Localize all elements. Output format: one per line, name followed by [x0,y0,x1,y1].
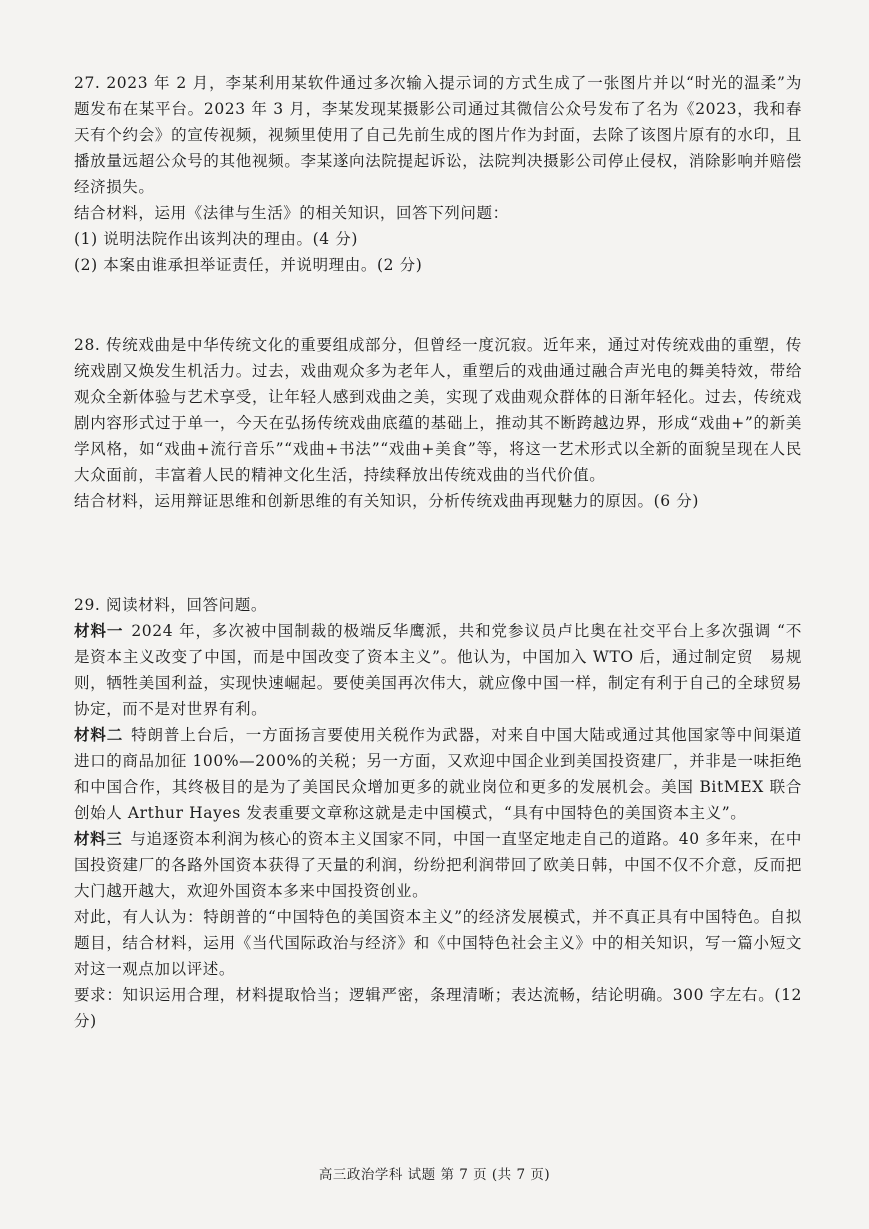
page-footer: 高三政治学科 试题 第 7 页 (共 7 页) [318,1167,551,1183]
question-29 [74,592,802,1034]
question-29-instruction: 对此，有人认为：特朗普的“中国特色的美国资本主义”的经济发展模式，并不真正具有中国特色。自拟题目，结合材料，运用《当代国际政治与经济》和《中国特色社会主义》中的相关知识，写一篇小短文对这一观点加以评述。 [74,908,802,978]
question-28-instruction: 结合材料，运用辩证思维和创新思维的有关知识，分析传统戏曲再现魅力的原因。(6 分) [74,492,699,510]
question-28 [74,332,802,514]
material-3-label: 材料三 [74,829,123,848]
question-27-sub-1: (1) 说明法院作出该判决的理由。(4 分) [74,230,358,248]
material-2-text: 特朗普上台后，一方面扬言要使用关税作为武器，对来自中国大陆或通过其他国家等中间渠道进口的商品加征 100%—200%的关税；另一方面，又欢迎中国企业到美国投资建厂，并非是一味拒绝和中国合作，其终极目的是为了美国民众增加更多的就业岗位和更多的发展机会。美国 BitMEX 联合创始人 Arthur Hayes 发表重要文章称这就是走中国模式，“具有中国特色的美国资本主义”。 [74,726,802,822]
question-29-stem: 29. 阅读材料，回答问题。 [74,596,267,614]
material-3-text: 与追逐资本利润为核心的资本主义国家不同，中国一直坚定地走自己的道路。40 多年来，在中国投资建厂的各路外国资本获得了天量的利润，纷纷把利润带回了欧美日韩，中国不仅不介意，反而把大门越开越大，欢迎外国资本多来中国投资创业。 [74,830,802,900]
question-27 [74,70,802,278]
question-27-sub-2: (2) 本案由谁承担举证责任，并说明理由。(2 分) [74,256,423,274]
question-27-stem: 27. 2023 年 2 月，李某利用某软件通过多次输入提示词的方式生成了一张图片并以“时光的温柔”为题发布在某平台。2023 年 3 月，李某发现某摄影公司通过其微信公众号发布了名为《2023，我和春天有个约会》的宣传视频，视频里使用了自己先前生成的图片作为封面，去除了该图片原有的水印，且播放量远超公众号的其他视频。李某遂向法院提起诉讼，法院判决摄影公司停止侵权，消除影响并赔偿经济损失。 [74,74,802,196]
material-2-label: 材料二 [74,725,124,744]
material-1-label: 材料一 [74,621,124,640]
material-1-text: 2024 年，多次被中国制裁的极端反华鹰派，共和党参议员卢比奥在社交平台上多次强调 “不是资本主义改变了中国，而是中国改变了资本主义”。他认为，中国加入 WTO 后，通过制定贸 易规则，牺牲美国利益，实现快速崛起。要使美国再次伟大，就应像中国一样，制定有利于自己的全球贸易协定，而不是对世界有利。 [74,622,802,718]
question-29-requirement: 要求：知识运用合理，材料提取恰当；逻辑严密，条理清晰；表达流畅，结论明确。300 字左右。(12 分) [74,986,802,1030]
question-27-instruction: 结合材料，运用《法律与生活》的相关知识，回答下列问题： [74,204,509,222]
material-2 [74,722,802,826]
material-3 [74,826,802,904]
question-28-stem: 28. 传统戏曲是中华传统文化的重要组成部分，但曾经一度沉寂。近年来，通过对传统戏曲的重塑，传统戏剧又焕发生机活力。过去，戏曲观众多为老年人，重塑后的戏曲通过融合声光电的舞美特效，带给观众全新体验与艺术享受，让年轻人感到戏曲之美，实现了戏曲观众群体的日渐年轻化。过去，传统戏剧内容形式过于单一，今天在弘扬传统戏曲底蕴的基础上，推动其不断跨越边界，形成“戏曲+”的新美学风格，如“戏曲+流行音乐”“戏曲+书法”“戏曲+美食”等，将这一艺术形式以全新的面貌呈现在人民大众面前，丰富着人民的精神文化生活，持续释放出传统戏曲的当代价值。 [74,336,802,484]
material-1 [74,618,802,722]
